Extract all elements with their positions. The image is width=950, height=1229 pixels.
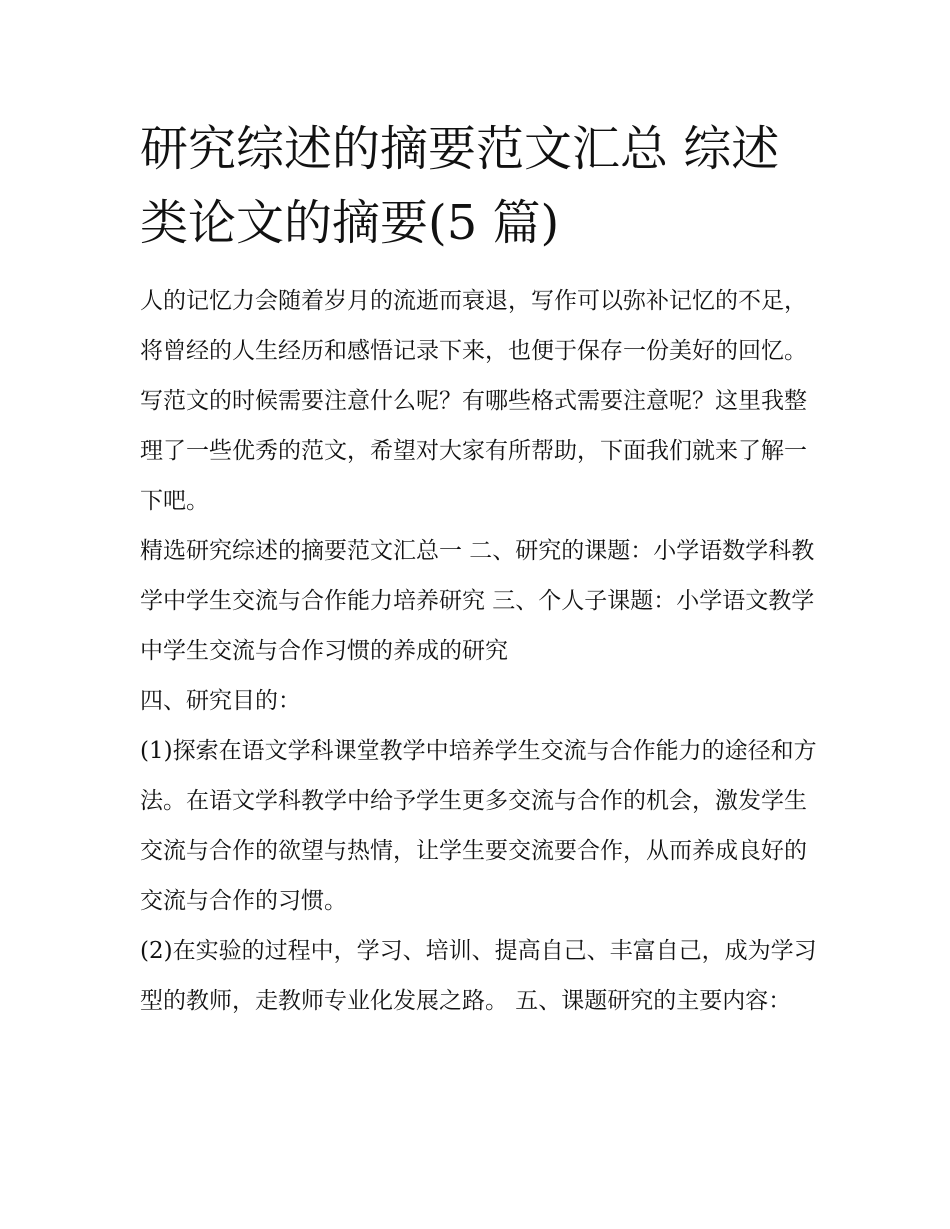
title-line-1: 研究综述的摘要范文汇总 综述: [140, 121, 780, 177]
paragraph-topic: 精选研究综述的摘要范文汇总一 二、研究的课题：小学语数学科教学中学生交流与合作能力培养研究 三、个人子课题：小学语文教学中学生交流与合作习惯的养成的研究: [140, 538, 815, 664]
paragraph-intro: 人的记忆力会随着岁月的流逝而衰退，写作可以弥补记忆的不足，将曾经的人生经历和感悟记录下来，也便于保存一份美好的回忆。写范文的时候需要注意什么呢？有哪些格式需要注意呢？这里我整理了一些优秀的范文，希望对大家有所帮助，下面我们就来了解一下吧。: [140, 288, 807, 514]
document-title: [140, 112, 820, 260]
paragraph-purpose-1: (1)探索在语文学科课堂教学中培养学生交流与合作能力的途径和方法。在语文学科教学中给予学生更多交流与合作的机会，激发学生交流与合作的欲望与热情，让学生要交流要合作，从而养成良好的交流与合作的习惯。: [140, 738, 817, 914]
document-body: [140, 276, 820, 1026]
title-line-2: 类论文的摘要(5 篇): [140, 195, 560, 251]
paragraph-purpose-2: (2)在实验的过程中，学习、培训、提高自己、丰富自己，成为学习型的教师，走教师专业化发展之路。 五、课题研究的主要内容：: [140, 938, 817, 1014]
paragraph-purpose-heading: 四、研究目的：: [140, 688, 301, 714]
